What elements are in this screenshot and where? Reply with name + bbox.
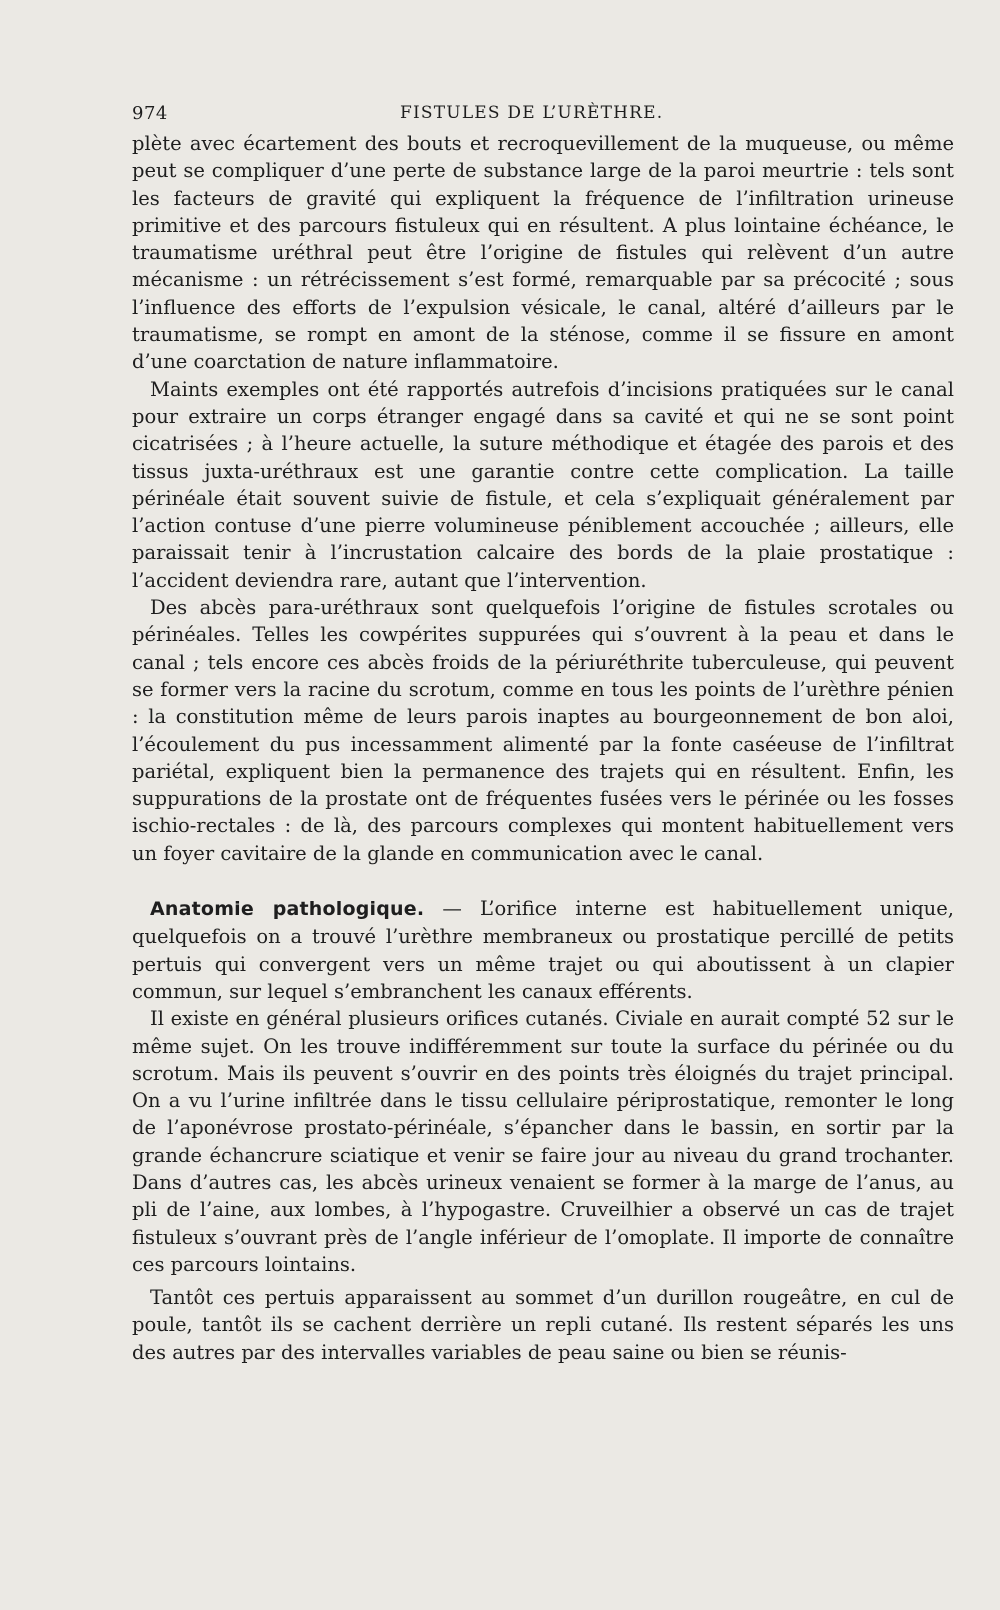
page-number: 974: [132, 103, 168, 124]
paragraph-3: Des abcès para-uréthraux sont quelquefois l’origine de fistules scrotales ou périnéales. Telles les cowpérites suppurées qui s’ouvrent à la peau et dans le canal ; tels encore ces abcès froids de la périuréthrite tuberculeuse, qui peuvent se former vers la racine du scrotum, comme en tous les points de l’urèthre pénien : la constitution même de leurs parois inaptes au bourgeonnement de bon aloi, l’écoulement du pus incessamment alimenté par la fonte caséeuse de l’infiltrat pariétal, expliquent bien la permanence des trajets qui en résultent. Enfin, les suppurations de la prostate ont de fréquentes fusées vers le périnée ou les fosses ischio-rectales : de là, des parcours complexes qui montent habituellement vers un foyer cavitaire de la glande en communication avec le canal.: [132, 596, 954, 865]
section-heading: Anatomie pathologique.: [150, 898, 425, 921]
paragraph-6: Tantôt ces pertuis apparaissent au sommet d’un durillon rougeâtre, en cul de poule, tantôt ils se cachent derrière un repli cutané. Ils restent séparés les uns des autres par des intervalles variables de peau saine ou bien se réunis-: [132, 1286, 954, 1364]
paragraph-2: Maints exemples ont été rapportés autrefois d’incisions pratiquées sur le canal pour extraire un corps étranger engagé dans sa cavité et qui ne se sont point cicatrisées ; à l’heure actuelle, la suture méthodique et étagée des parois et des tissus juxta-uréthraux est une garantie contre cette complication. La taille périnéale était souvent suivie de fistule, et cela s’expliquait généralement par l’action contuse d’une pierre volumineuse péniblement accouchée ; ailleurs, elle paraissait tenir à l’incrustation calcaire des bords de la plaie prostatique : l’accident deviendra rare, autant que l’intervention.: [132, 377, 954, 592]
paragraph-anatomie: [132, 895, 954, 1005]
running-title: FISTULES DE L’URÈTHRE.: [400, 103, 664, 123]
paragraph-anatomie-text: — L’orifice interne est habituellement unique, quelquefois on a trouvé l’urèthre membraneux ou prostatique percillé de petits pertuis qui convergent vers un même trajet ou qui aboutissent à un clapier commun, sur lequel s’embranchent les canaux efférents.: [132, 897, 954, 1003]
paragraph-1: plète avec écartement des bouts et recroquevillement de la muqueuse, ou même peut se compliquer d’une perte de substance large de la paroi meurtrie : tels sont les facteurs de gravité qui expliquent la fréquence de l’infiltration urineuse primitive et des parcours fistuleux qui en résultent. A plus lointaine échéance, le traumatisme uréthral peut être l’origine de fistules qui relèvent d’un autre mécanisme : un rétrécissement s’est formé, remarquable par sa précocité ; sous l’influence des efforts de l’expulsion vésicale, le canal, altéré d’ailleurs par le traumatisme, se rompt en amont de la sténose, comme il se fissure en amont d’une coarctation de nature inflammatoire.: [132, 132, 954, 374]
paragraph-5: Il existe en général plusieurs orifices cutanés. Civiale en aurait compté 52 sur le même sujet. On les trouve indifféremment sur toute la surface du périnée ou du scrotum. Mais ils peuvent s’ouvrir en des points très éloignés du trajet principal. On a vu l’urine infiltrée dans le tissu cellulaire périprostatique, remonter le long de l’aponévrose prostato-périnéale, s’épancher dans le bassin, en sortir par la grande échancrure sciatique et venir se faire jour au niveau du grand trochanter. Dans d’autres cas, les abcès urineux venaient se former à la marge de l’anus, au pli de l’aine, aux lombes, à l’hypogastre. Cruveilhier a observé un cas de trajet fistuleux s’ouvrant près de l’angle inférieur de l’omoplate. Il importe de connaître ces parcours lointains.: [132, 1007, 954, 1276]
page-header: [132, 100, 954, 130]
page-text: [132, 100, 954, 1366]
